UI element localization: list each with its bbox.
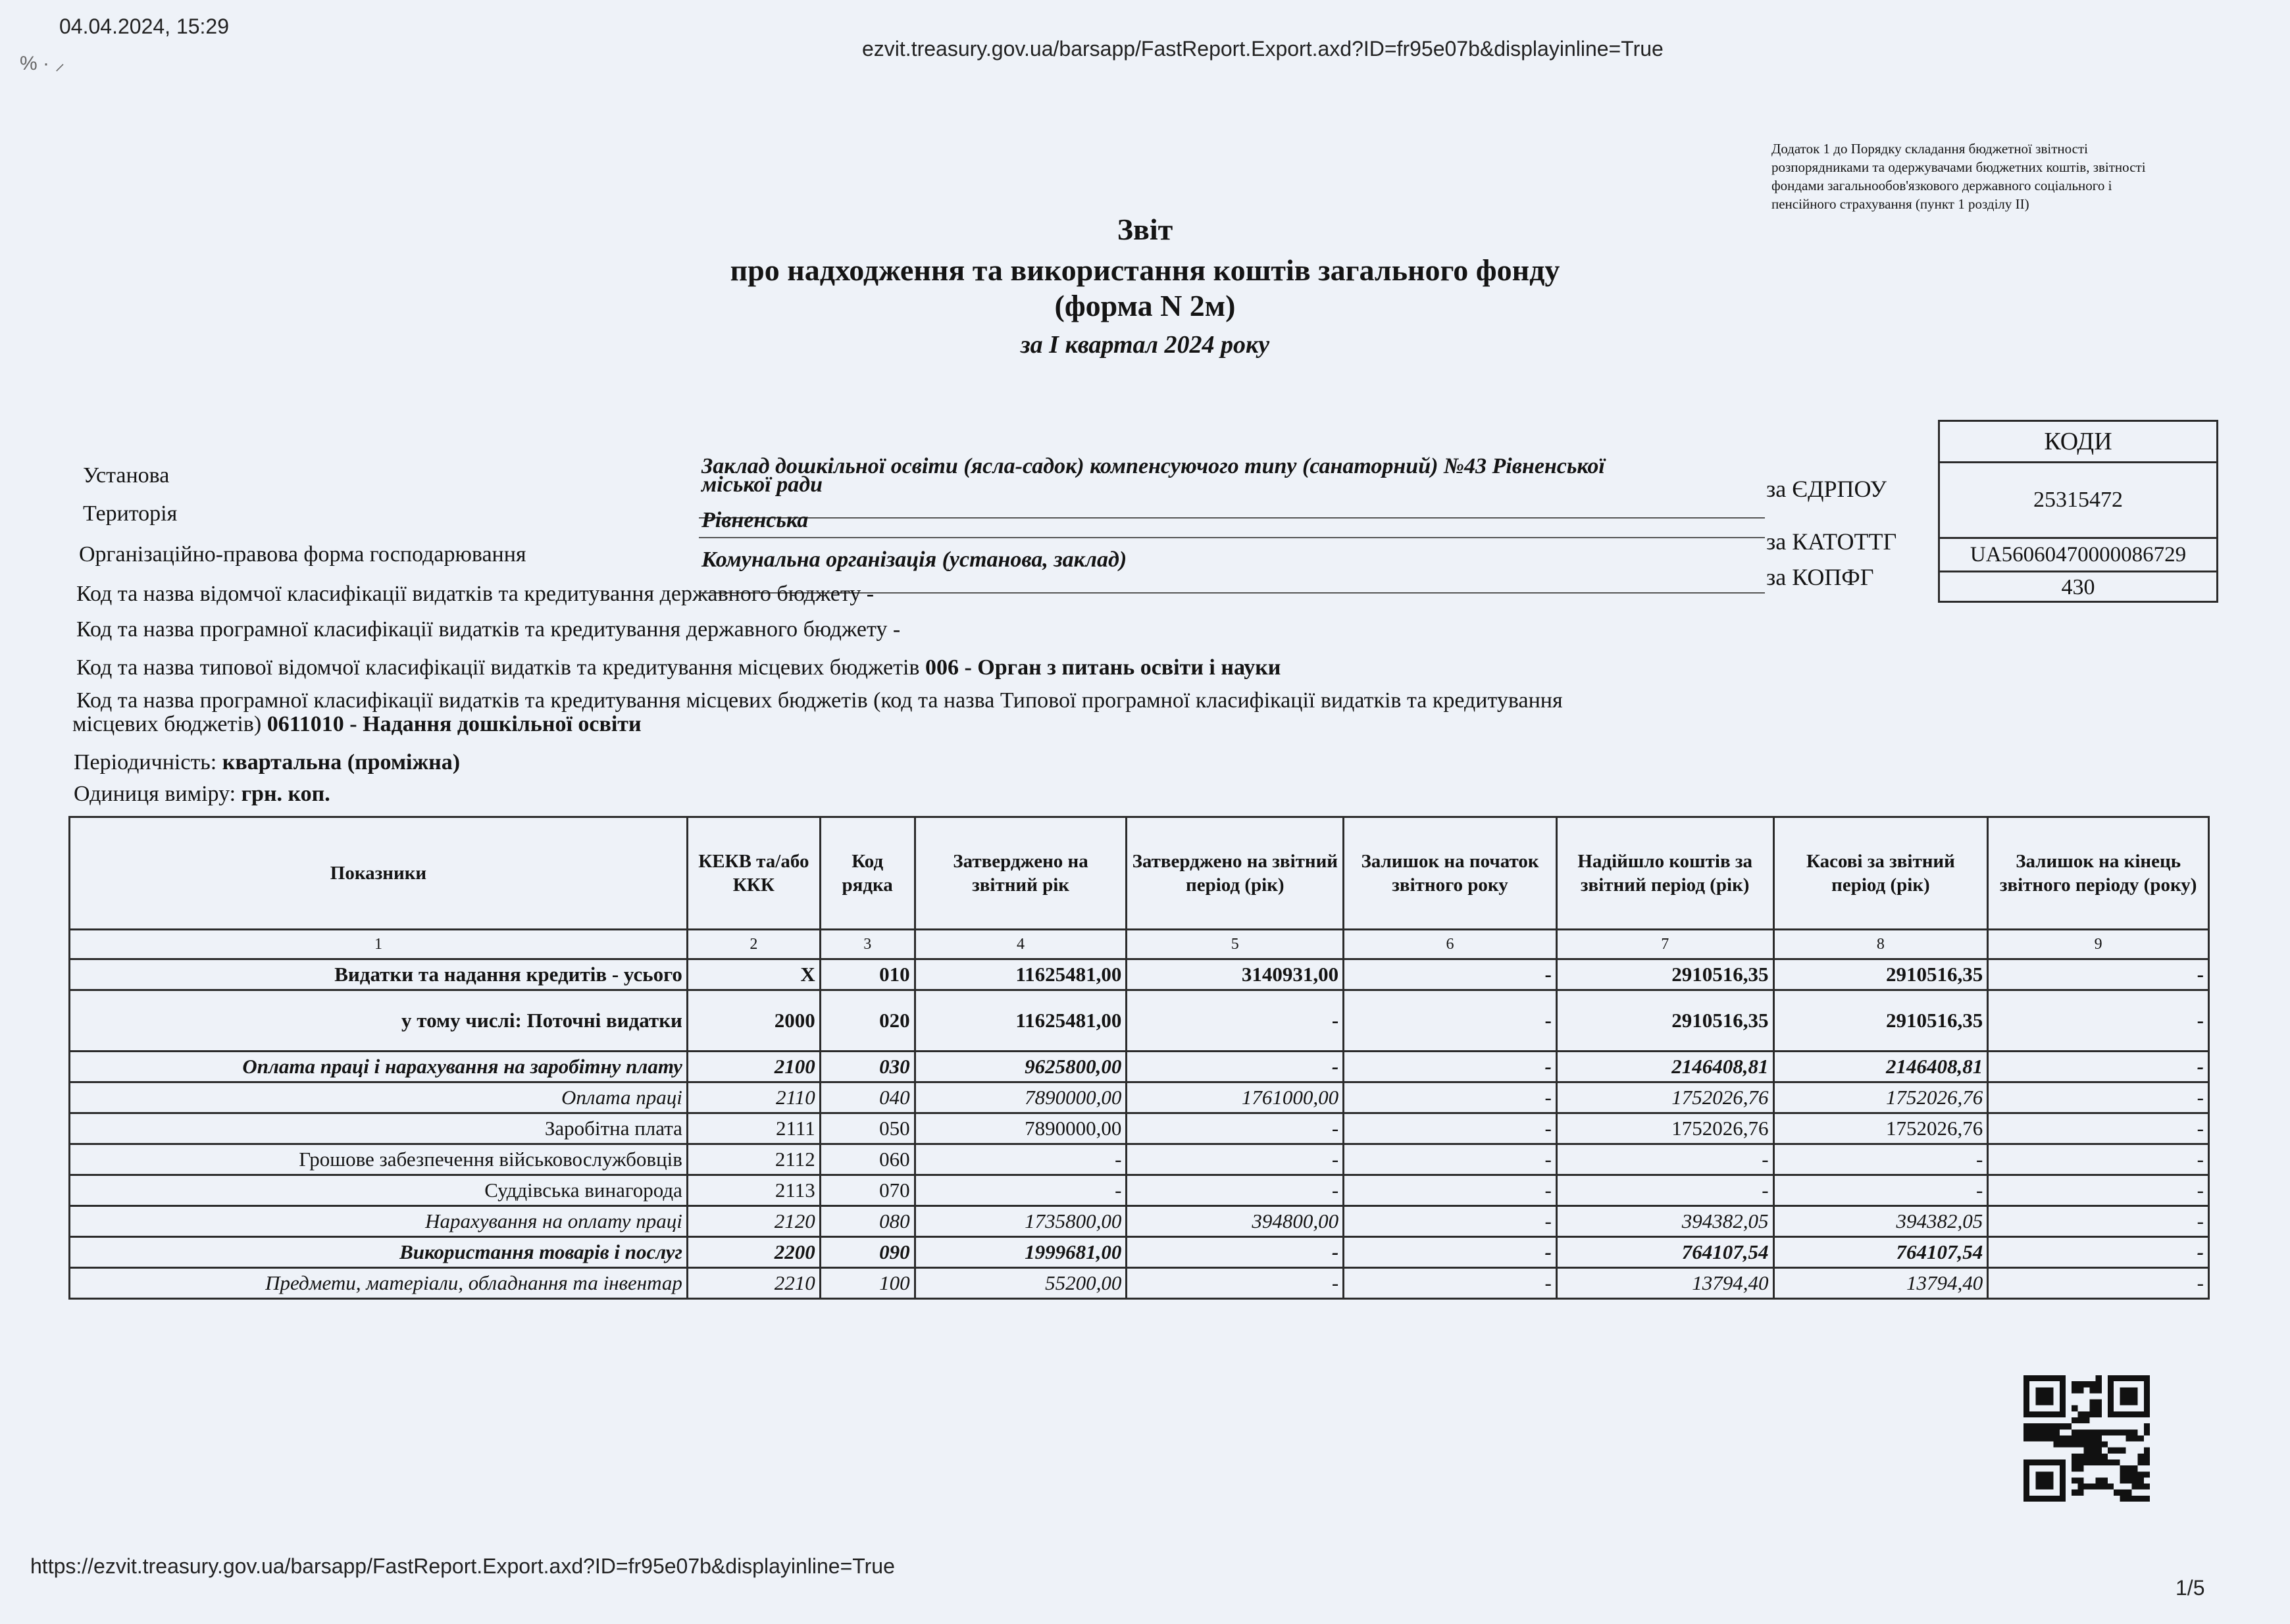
institution-label: Установа xyxy=(83,463,170,488)
cell-row-code: 060 xyxy=(820,1144,915,1175)
col-number: 8 xyxy=(1773,930,1988,959)
cell-approved-year: 1735800,00 xyxy=(915,1206,1127,1237)
prog-class-local-prefix: місцевих бюджетів) xyxy=(72,712,262,736)
cell-kekv: 2120 xyxy=(687,1206,820,1237)
appendix-line: фондами загальнообов'язкового державного соціального і xyxy=(1771,178,2112,193)
cell-row-code: 100 xyxy=(820,1268,915,1299)
table-row xyxy=(70,1237,2209,1268)
katottg-label: за КАТОТТГ xyxy=(1766,528,1897,555)
prog-class-state-line: Код та назва програмної класифікації видатків та кредитування державного бюджету - xyxy=(76,617,901,642)
cell-kekv: 2113 xyxy=(687,1175,820,1206)
page-number: 1/5 xyxy=(2176,1576,2205,1600)
periodicity-value: квартальна (проміжна) xyxy=(222,750,461,774)
col-header: Касові за звітний період (рік) xyxy=(1773,817,1988,930)
cell-row-code: 080 xyxy=(820,1206,915,1237)
corner-mark: % · ⸝ xyxy=(20,53,65,74)
cell-balance-start: - xyxy=(1344,1144,1557,1175)
edrpou-label: за ЄДРПОУ xyxy=(1766,476,1887,502)
org-form-value: Комунальна організація (установа, заклад) xyxy=(701,547,1127,572)
periodicity-line xyxy=(74,750,460,775)
cell-approved-period: - xyxy=(1127,1237,1344,1268)
org-form-label: Організаційно-правова форма господарювання xyxy=(79,542,526,567)
institution-underline xyxy=(699,517,1765,519)
cell-approved-period: - xyxy=(1127,1268,1344,1299)
cell-cash-expenses: 13794,40 xyxy=(1773,1268,1988,1299)
cell-approved-year: - xyxy=(915,1144,1127,1175)
dept-class-state-line: Код та назва відомчої класифікації видатків та кредитування державного бюджету - xyxy=(76,582,875,606)
cell-indicator: Оплата праці xyxy=(70,1082,688,1113)
kopfg-label: за КОПФГ xyxy=(1766,564,1874,590)
cell-received: 2910516,35 xyxy=(1556,959,1773,990)
cell-row-code: 040 xyxy=(820,1082,915,1113)
report-subtitle: про надходження та використання коштів загального фонду xyxy=(730,253,1560,287)
cell-approved-period: 394800,00 xyxy=(1127,1206,1344,1237)
unit-label: Одиниця виміру: xyxy=(74,782,236,806)
form-number: (форма N 2м) xyxy=(1054,289,1236,322)
cell-indicator: Видатки та надання кредитів - усього xyxy=(70,959,688,990)
table-row xyxy=(70,1144,2209,1175)
cell-balance-start: - xyxy=(1344,1175,1557,1206)
cell-balance-end: - xyxy=(1988,1268,2209,1299)
col-header: Показники xyxy=(70,817,688,930)
col-number: 7 xyxy=(1556,930,1773,959)
institution-name-line2: міської ради xyxy=(701,472,823,497)
col-header: Код рядка xyxy=(820,817,915,930)
periodicity-label: Періодичність: xyxy=(74,750,217,774)
cell-kekv: Х xyxy=(687,959,820,990)
cell-approved-year: 7890000,00 xyxy=(915,1082,1127,1113)
cell-kekv: 2111 xyxy=(687,1113,820,1144)
cell-balance-start: - xyxy=(1344,1052,1557,1082)
cell-balance-start: - xyxy=(1344,1268,1557,1299)
cell-row-code: 020 xyxy=(820,990,915,1052)
table-row xyxy=(70,959,2209,990)
cell-kekv: 2200 xyxy=(687,1237,820,1268)
cell-cash-expenses: 2910516,35 xyxy=(1773,959,1988,990)
table-row xyxy=(70,990,2209,1052)
col-header: Надійшло коштів за звітний період (рік) xyxy=(1556,817,1773,930)
cell-cash-expenses: 2146408,81 xyxy=(1773,1052,1988,1082)
table-header-row xyxy=(70,817,2209,930)
col-number: 1 xyxy=(70,930,688,959)
table-row xyxy=(70,1052,2209,1082)
cell-kekv: 2112 xyxy=(687,1144,820,1175)
cell-balance-end: - xyxy=(1988,1082,2209,1113)
cell-cash-expenses: 764107,54 xyxy=(1773,1237,1988,1268)
cell-indicator: Суддівська винагорода xyxy=(70,1175,688,1206)
col-number: 6 xyxy=(1344,930,1557,959)
cell-received: 1752026,76 xyxy=(1556,1113,1773,1144)
cell-cash-expenses: - xyxy=(1773,1144,1988,1175)
cell-balance-start: - xyxy=(1344,1113,1557,1144)
cell-received: 2146408,81 xyxy=(1556,1052,1773,1082)
cell-balance-end: - xyxy=(1988,990,2209,1052)
cell-approved-period: - xyxy=(1127,1113,1344,1144)
qr-code xyxy=(2023,1375,2150,1502)
cell-approved-year: 1999681,00 xyxy=(915,1237,1127,1268)
cell-approved-year: 7890000,00 xyxy=(915,1113,1127,1144)
cell-cash-expenses: 394382,05 xyxy=(1773,1206,1988,1237)
cell-balance-start: - xyxy=(1344,1206,1557,1237)
cell-indicator: Предмети, матеріали, обладнання та інвентар xyxy=(70,1268,688,1299)
institution-name-line1: Заклад дошкільної освіти (ясла-садок) компенсуючого типу (санаторний) №43 Рівненської xyxy=(701,454,1605,478)
cell-row-code: 010 xyxy=(820,959,915,990)
cell-kekv: 2110 xyxy=(687,1082,820,1113)
appendix-note xyxy=(1771,140,2232,213)
cell-kekv: 2210 xyxy=(687,1268,820,1299)
cell-approved-year: 9625800,00 xyxy=(915,1052,1127,1082)
dept-class-local-prefix: Код та назва типової відомчої класифікації видатків та кредитування місцевих бюджетів xyxy=(76,655,920,680)
report-title: Звіт xyxy=(1117,213,1173,246)
print-date: 04.04.2024, 15:29 xyxy=(59,14,230,38)
cell-received: 1752026,76 xyxy=(1556,1082,1773,1113)
territory-label: Територія xyxy=(83,501,178,526)
cell-received: 764107,54 xyxy=(1556,1237,1773,1268)
cell-balance-end: - xyxy=(1988,1175,2209,1206)
cell-balance-end: - xyxy=(1988,1206,2209,1237)
table-row xyxy=(70,1268,2209,1299)
cell-balance-end: - xyxy=(1988,1237,2209,1268)
cell-approved-period: 3140931,00 xyxy=(1127,959,1344,990)
unit-value: грн. коп. xyxy=(241,782,330,806)
print-url: ezvit.treasury.gov.ua/barsapp/FastReport.Export.axd?ID=fr95e07b&displayinline=True xyxy=(862,37,1664,61)
cell-approved-period: 1761000,00 xyxy=(1127,1082,1344,1113)
territory-underline xyxy=(699,537,1765,538)
prog-class-local-line1: Код та назва програмної класифікації видатків та кредитування місцевих бюджетів (код та назва Типової програмної класифікації видатків та кредитування xyxy=(76,688,1563,713)
territory-value: Рівненська xyxy=(701,508,809,532)
prog-class-local-value: 0611010 - Надання дошкільної освіти xyxy=(267,712,642,736)
report-table xyxy=(68,816,2210,1300)
cell-cash-expenses: 2910516,35 xyxy=(1773,990,1988,1052)
col-header: Залишок на початок звітного року xyxy=(1344,817,1557,930)
table-row xyxy=(70,1113,2209,1144)
codes-header: КОДИ xyxy=(1940,422,2216,463)
appendix-line: пенсійного страхування (пункт 1 розділу ІІ) xyxy=(1771,196,2029,212)
cell-received: - xyxy=(1556,1175,1773,1206)
cell-indicator: Нарахування на оплату праці xyxy=(70,1206,688,1237)
codes-box xyxy=(1938,420,2218,603)
appendix-line: Додаток 1 до Порядку складання бюджетної звітності xyxy=(1771,141,2088,157)
column-number-row xyxy=(70,930,2209,959)
cell-approved-year: 11625481,00 xyxy=(915,959,1127,990)
report-period: за І квартал 2024 року xyxy=(1020,331,1270,359)
appendix-line: розпорядниками та одержувачами бюджетних коштів, звітності xyxy=(1771,159,2146,175)
cell-cash-expenses: 1752026,76 xyxy=(1773,1082,1988,1113)
edrpou-code: 25315472 xyxy=(1940,463,2216,539)
col-header: Затверджено на звітний період (рік) xyxy=(1127,817,1344,930)
dept-class-local-line xyxy=(76,655,1281,680)
cell-balance-start: - xyxy=(1344,1237,1557,1268)
katottg-code: UA56060470000086729 xyxy=(1940,539,2216,572)
cell-row-code: 050 xyxy=(820,1113,915,1144)
cell-approved-period: - xyxy=(1127,990,1344,1052)
cell-approved-year: 11625481,00 xyxy=(915,990,1127,1052)
cell-kekv: 2000 xyxy=(687,990,820,1052)
cell-approved-period: - xyxy=(1127,1052,1344,1082)
col-number: 5 xyxy=(1127,930,1344,959)
cell-received: 2910516,35 xyxy=(1556,990,1773,1052)
cell-received: 394382,05 xyxy=(1556,1206,1773,1237)
cell-approved-year: - xyxy=(915,1175,1127,1206)
cell-cash-expenses: - xyxy=(1773,1175,1988,1206)
dept-class-local-value: 006 - Орган з питань освіти і науки xyxy=(925,655,1281,680)
cell-indicator: Грошове забезпечення військовослужбовців xyxy=(70,1144,688,1175)
cell-approved-period: - xyxy=(1127,1175,1344,1206)
cell-balance-end: - xyxy=(1988,1052,2209,1082)
cell-row-code: 030 xyxy=(820,1052,915,1082)
cell-approved-year: 55200,00 xyxy=(915,1268,1127,1299)
cell-balance-start: - xyxy=(1344,1082,1557,1113)
cell-received: - xyxy=(1556,1144,1773,1175)
cell-received: 13794,40 xyxy=(1556,1268,1773,1299)
col-header: КЕКВ та/або ККК xyxy=(687,817,820,930)
cell-kekv: 2100 xyxy=(687,1052,820,1082)
col-header: Залишок на кінець звітного періоду (року) xyxy=(1988,817,2209,930)
cell-indicator: Заробітна плата xyxy=(70,1113,688,1144)
cell-indicator: у тому числі: Поточні видатки xyxy=(70,990,688,1052)
cell-balance-start: - xyxy=(1344,990,1557,1052)
table-row xyxy=(70,1206,2209,1237)
cell-balance-end: - xyxy=(1988,1144,2209,1175)
cell-balance-end: - xyxy=(1988,1113,2209,1144)
footer-url: https://ezvit.treasury.gov.ua/barsapp/FastReport.Export.axd?ID=fr95e07b&displayinline=True xyxy=(30,1554,895,1578)
cell-row-code: 090 xyxy=(820,1237,915,1268)
col-number: 4 xyxy=(915,930,1127,959)
kopfg-code: 430 xyxy=(2061,575,2095,599)
cell-indicator: Використання товарів і послуг xyxy=(70,1237,688,1268)
cell-balance-end: - xyxy=(1988,959,2209,990)
cell-approved-period: - xyxy=(1127,1144,1344,1175)
table-row xyxy=(70,1082,2209,1113)
table-row xyxy=(70,1175,2209,1206)
unit-line xyxy=(74,782,330,807)
col-header: Затверджено на звітний рік xyxy=(915,817,1127,930)
cell-indicator: Оплата праці і нарахування на заробітну плату xyxy=(70,1052,688,1082)
col-number: 3 xyxy=(820,930,915,959)
col-number: 2 xyxy=(687,930,820,959)
prog-class-local-line2 xyxy=(72,712,642,737)
cell-cash-expenses: 1752026,76 xyxy=(1773,1113,1988,1144)
cell-balance-start: - xyxy=(1344,959,1557,990)
cell-row-code: 070 xyxy=(820,1175,915,1206)
col-number: 9 xyxy=(1988,930,2209,959)
